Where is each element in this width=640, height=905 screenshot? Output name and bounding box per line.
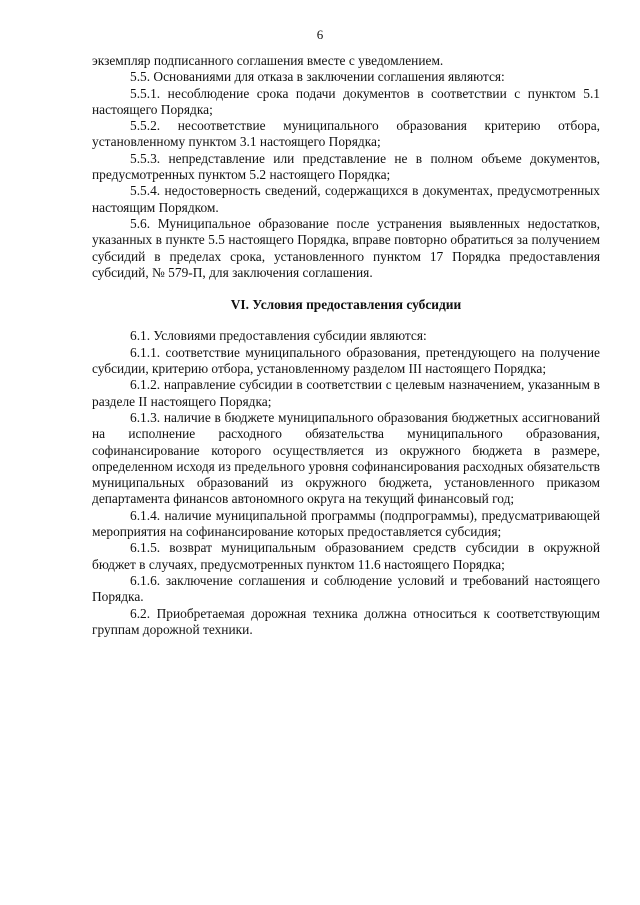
paragraph-6-1-3: 6.1.3. наличие в бюджете муниципального образования бюджетных ассигнований на исполнение расходного обязательства муниципального образования, софинансирование которого осуществляется из окружного бюджета в размере, определенном исходя из предельного уровня софинансирования расходных обязательств муниципальных образований из окружного бюджета, установленного приказом департамента финансов автономного округа на текущий финансовый год; xyxy=(92,409,600,507)
paragraph-6-1-1: 6.1.1. соответствие муниципального образования, претендующего на получение субсидии, критерию отбора, установленному разделом III настоящего Порядка; xyxy=(92,344,600,377)
paragraph-6-1: 6.1. Условиями предоставления субсидии являются: xyxy=(130,328,427,344)
paragraph-continuation: экземпляр подписанного соглашения вместе с уведомлением. xyxy=(92,53,444,68)
paragraph-6-1-5: 6.1.5. возврат муниципальным образованием средств субсидии в окружной бюджет в случаях, предусмотренных пунктом 11.6 настоящего Порядка; xyxy=(92,540,600,572)
paragraph-6-1-6: 6.1.6. заключение соглашения и соблюдение условий и требований настоящего Порядка. xyxy=(92,572,600,605)
paragraph-5-5-1: 5.5.1. несоблюдение срока подачи документов в соответствии с пунктом 5.1 настоящего Порядка; xyxy=(92,85,600,117)
paragraph-6-1-2: 6.1.2. направление субсидии в соответствии с целевым назначением, указанным в разделе II настоящего Порядка; xyxy=(92,377,600,409)
paragraph-6-1-4: 6.1.4. наличие муниципальной программы (подпрограммы), предусматривающей мероприятия на софинансирование которых предоставляется субсидия; xyxy=(92,507,600,540)
paragraph-6-2: 6.2. Приобретаемая дорожная техника должна относиться к соответствующим группам дорожной техники. xyxy=(92,605,600,637)
section-heading: VI. Условия предоставления субсидии xyxy=(230,297,462,313)
page-number: 6 xyxy=(316,27,324,42)
paragraph-5-5-3: 5.5.3. непредставление или представление не в полном объеме документов, предусмотренных пунктом 5.2 настоящего Порядка; xyxy=(92,150,600,183)
paragraph-5-6: 5.6. Муниципальное образование после устранения выявленных недостатков, указанных в пункте 5.5 настоящего Порядка, вправе повторно обратиться за получением субсидий в пределах срока, установленного пунктом 17 Порядка предоставления субсидий, № 579-П, для заключения соглашения. xyxy=(92,215,600,280)
paragraph-5-5-4: 5.5.4. недостоверность сведений, содержащихся в документах, предусмотренных настоящим Порядком. xyxy=(92,183,600,215)
paragraph-5-5-2: 5.5.2. несоответствие муниципального образования критерию отбора, установленному пунктом 3.1 настоящего Порядка; xyxy=(92,118,600,150)
paragraph-5-5: 5.5. Основаниями для отказа в заключении соглашения являются: xyxy=(130,69,505,85)
document-body xyxy=(92,53,600,638)
